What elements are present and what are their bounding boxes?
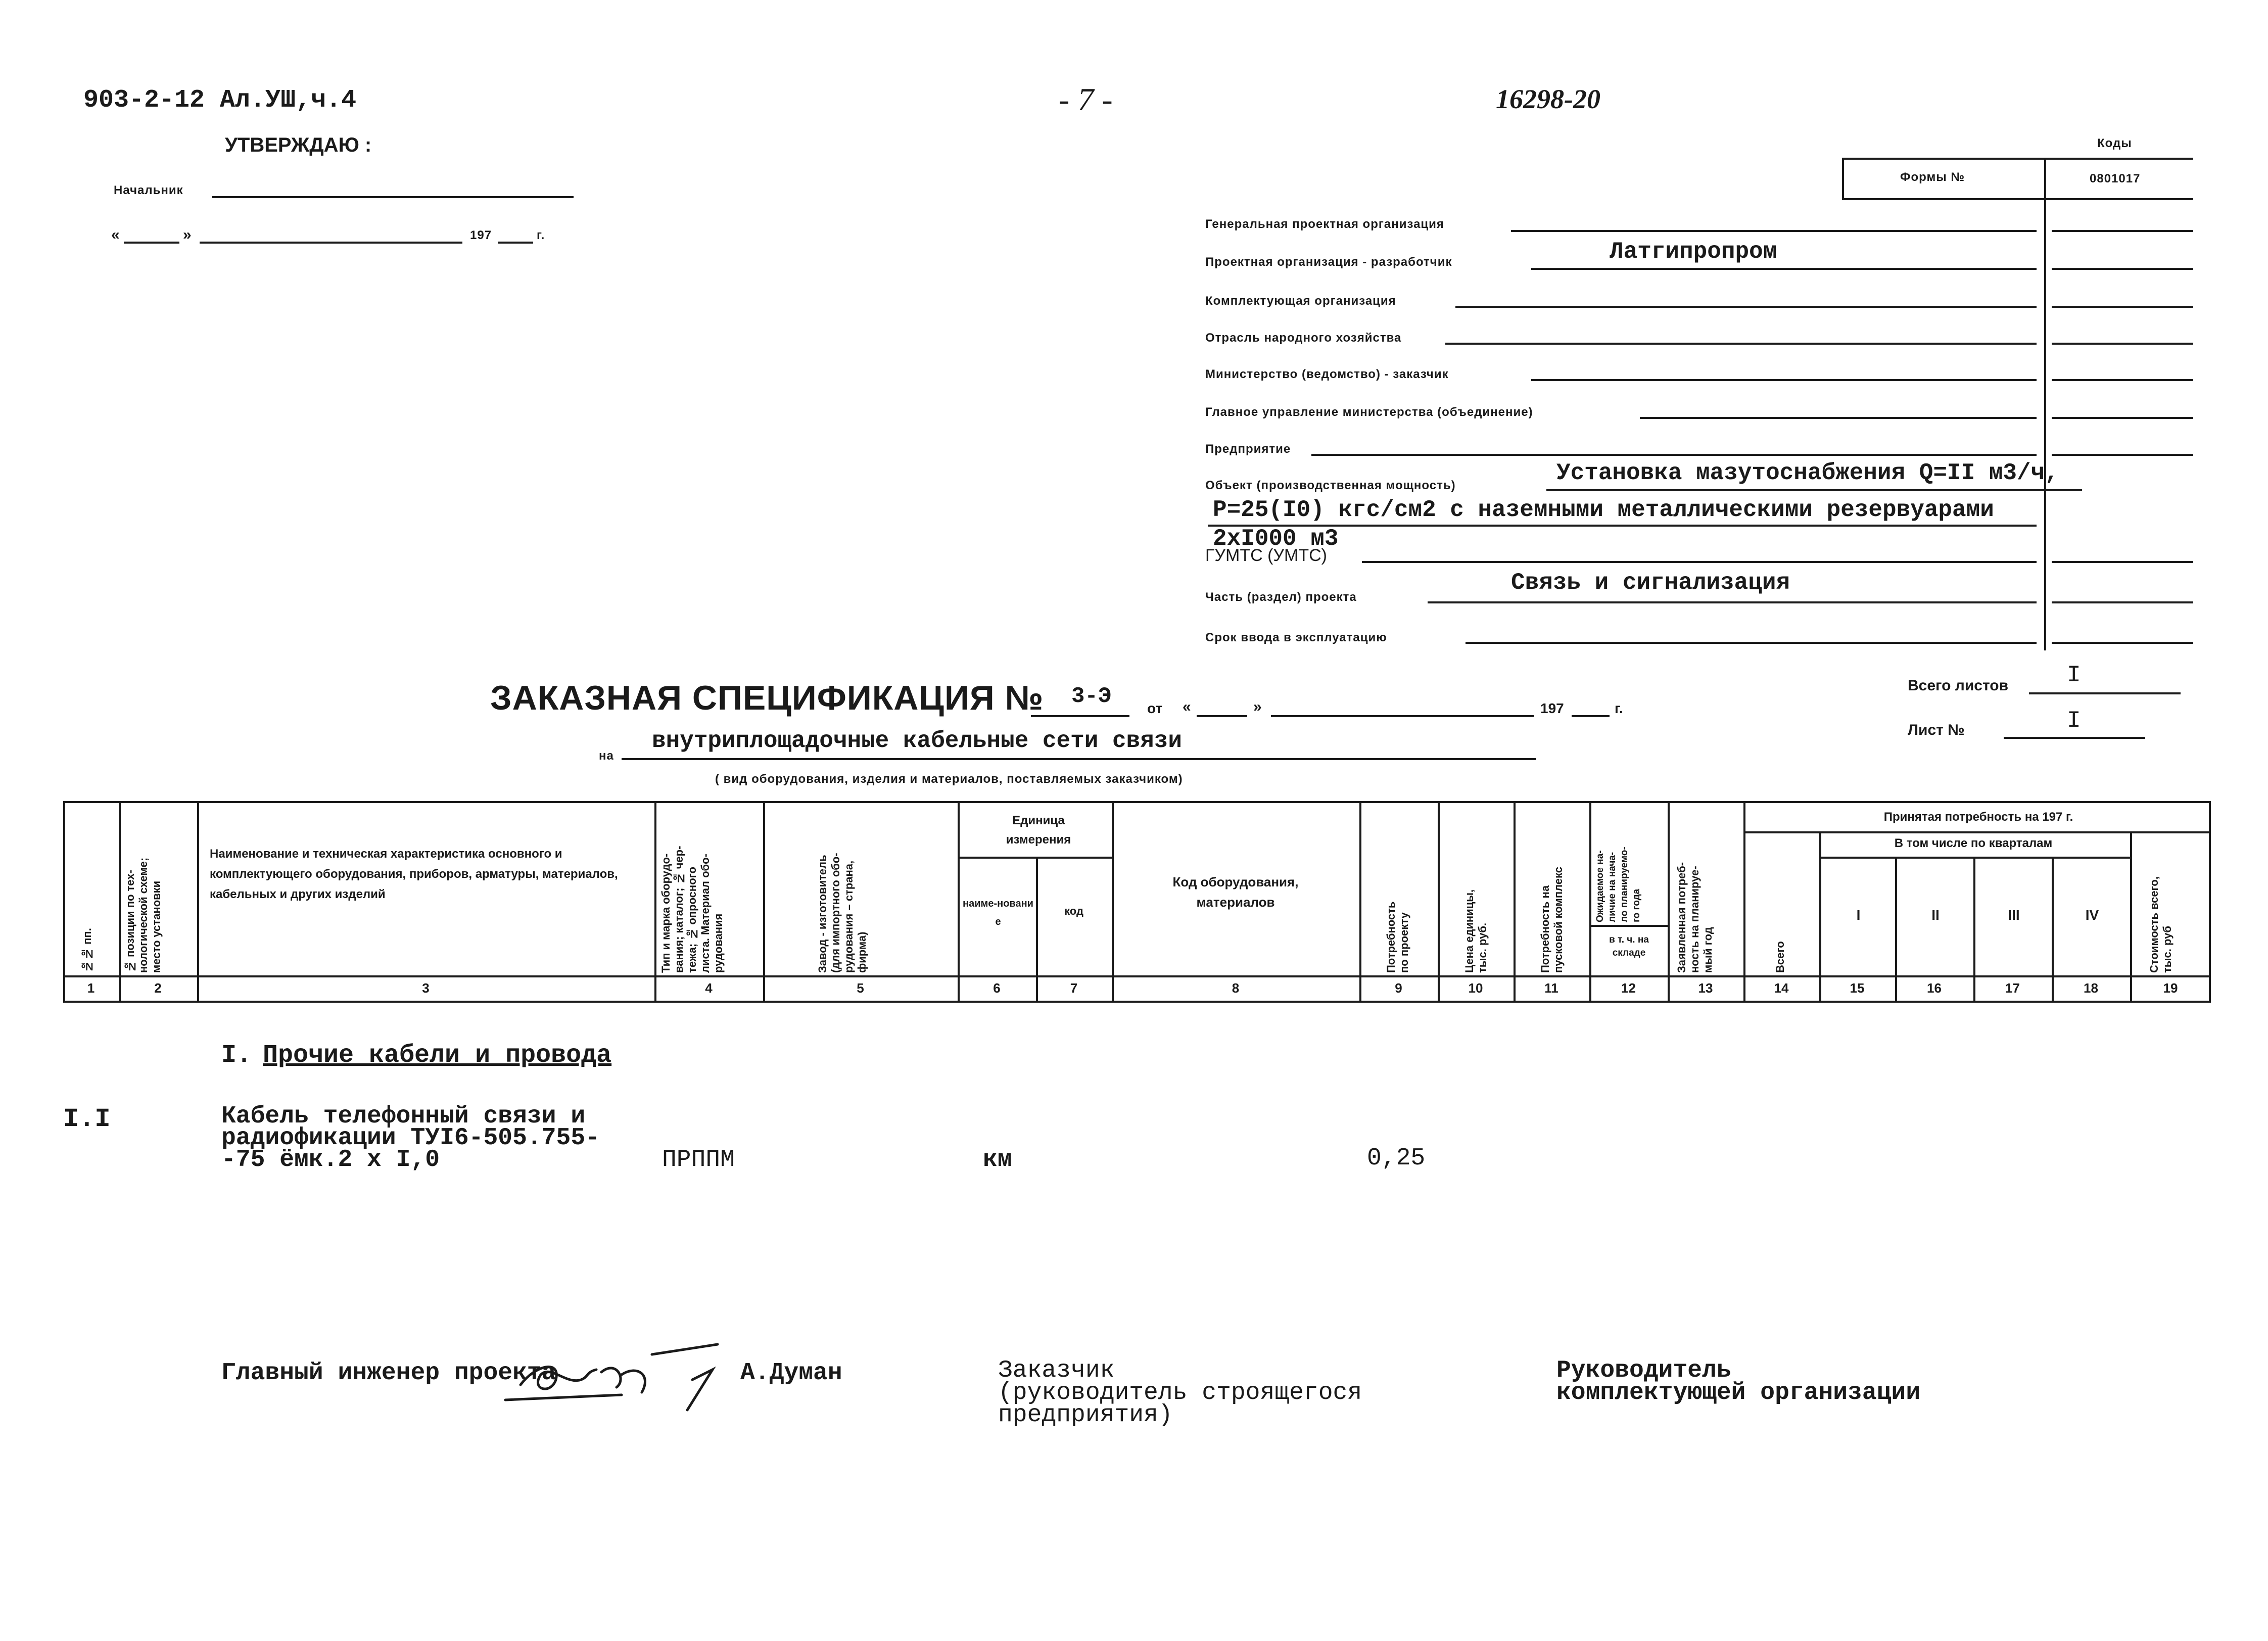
header-c15: I [1856, 907, 1861, 923]
chief-engineer-name: А.Думан [740, 1359, 842, 1387]
table-top-border [63, 801, 2211, 803]
spec-close-quote: » [1253, 698, 1262, 715]
approval-year-suffix: г. [537, 228, 545, 242]
code-cell-1 [2052, 230, 2193, 232]
org-field-line-general [1511, 230, 2037, 232]
gumts-line [1362, 561, 2037, 563]
item-type: ПРППМ [662, 1146, 735, 1174]
col-divider-3 [654, 801, 656, 1003]
sheet-number-value: I [2067, 708, 2081, 734]
code-cell-7 [2052, 454, 2193, 456]
spec-number: 3-Э [1071, 684, 1112, 709]
column-number-16: 16 [1927, 980, 1942, 996]
approval-year-prefix: 197 [470, 228, 492, 242]
column-number-4: 4 [705, 980, 713, 996]
item-name-line-1: Кабель телефонный связи и [221, 1103, 586, 1130]
item-position: I.I [63, 1104, 111, 1134]
form-number-label: Формы № [1900, 170, 1965, 184]
table-header-bottom [63, 975, 2211, 977]
header-c3: Наименование и техническая характеристика основного и комплектующего оборудования, приборов, арматуры, материалов, кабельных и других изделий [210, 847, 618, 901]
code-cell-6 [2052, 417, 2193, 419]
header-c14: Всего [1774, 941, 1786, 973]
column-number-15: 15 [1850, 980, 1865, 996]
section-number: I. [221, 1041, 252, 1070]
object-line-2: P=25(I0) кгс/см2 с наземными металлическими резервуарами [1213, 497, 1994, 523]
spec-title: ЗАКАЗНАЯ СПЕЦИФИКАЦИЯ № [490, 679, 1044, 717]
spec-from-label: от [1147, 700, 1163, 716]
header-c7: код [1064, 905, 1083, 917]
supplier-line-2: комплектующей организации [1556, 1379, 1921, 1406]
column-number-5: 5 [857, 980, 864, 996]
column-number-13: 13 [1698, 980, 1713, 996]
part-line [1428, 601, 2037, 603]
approval-day-line [124, 242, 179, 244]
sheet-number-label: Лист № [1908, 722, 1965, 738]
spec-open-quote: « [1183, 698, 1191, 715]
document-code: 903-2-12 Ал.УШ,ч.4 [83, 86, 357, 115]
col-divider-5 [958, 801, 960, 1003]
col-divider-12 [1668, 801, 1670, 1003]
customer-line-3: предприятия) [998, 1401, 1173, 1429]
header-c18: IV [2085, 907, 2099, 923]
column-number-12: 12 [1621, 980, 1636, 996]
org-field-line-supplier [1455, 306, 2037, 308]
item-name-line-2: радиофикации ТУI6-505.755- [221, 1124, 600, 1152]
header-c5: Завод - изготовитель (для импортного обо- рудования – страна, фирма) [816, 853, 868, 973]
header-c2: № позиции по тех- нологической схеме; место установки [124, 857, 163, 973]
org-field-label-industry: Отрасль народного хозяйства [1205, 331, 1402, 345]
total-sheets-value: I [2067, 662, 2081, 688]
column-number-2: 2 [154, 980, 162, 996]
code-cell-5 [2052, 379, 2193, 381]
col-divider-4 [763, 801, 765, 1003]
object-label: Объект (производственная мощность) [1205, 479, 1456, 492]
spec-year-suffix: г. [1615, 700, 1623, 716]
col-divider-11 [1589, 801, 1591, 1003]
table-bottom-border [63, 1001, 2211, 1003]
signature-scribble [500, 1324, 733, 1415]
header-c9: Потребность по проекту [1385, 901, 1410, 973]
approval-chief-line [212, 196, 574, 198]
sheet-number-line [2004, 737, 2145, 739]
column-number-11: 11 [1544, 980, 1558, 996]
approval-chief-label: Начальник [114, 183, 183, 197]
column-number-18: 18 [2084, 980, 2098, 996]
org-field-line-developer [1531, 268, 2037, 270]
org-field-line-directorate [1640, 417, 2037, 419]
org-field-label-developer: Проектная организация - разработчик [1205, 255, 1452, 269]
total-sheets-line [2029, 692, 2181, 694]
part-value: Связь и сигнализация [1511, 570, 1790, 596]
gumts-label: ГУМТС (УМТС) [1205, 546, 1327, 565]
header-c16: II [1931, 907, 1940, 923]
codes-top-line [1842, 158, 2193, 160]
header-c1: №№ пп. [81, 928, 93, 973]
customer-line-1: Заказчик [998, 1357, 1115, 1384]
codes-title: Коды [2097, 136, 2132, 150]
column-number-1: 1 [87, 980, 95, 996]
org-field-label-enterprise: Предприятие [1205, 442, 1291, 456]
code-cell-4 [2052, 343, 2193, 345]
unit-header-line [958, 857, 1112, 859]
item-name-line-3: -75 ёмк.2 х I,0 [221, 1146, 440, 1174]
org-field-line-industry [1445, 343, 2037, 345]
org-field-label-ministry: Министерство (ведомство) - заказчик [1205, 367, 1449, 381]
approval-date-close-quote: » [183, 226, 192, 243]
spec-table [63, 801, 2211, 1003]
stock-sub-line [1589, 925, 1668, 927]
org-field-label-directorate: Главное управление министерства (объединение) [1205, 405, 1533, 419]
org-field-line-enterprise [1311, 454, 2037, 456]
col-divider-10 [1514, 801, 1516, 1003]
code-cell-2 [2052, 268, 2193, 270]
column-number-6: 6 [993, 980, 1001, 996]
object-underline-1 [1546, 489, 2082, 491]
column-number-17: 17 [2005, 980, 2020, 996]
codes-divider [2044, 158, 2046, 650]
column-number-3: 3 [422, 980, 430, 996]
accepted-header-line [1743, 831, 2211, 833]
column-number-7: 7 [1070, 980, 1078, 996]
chief-engineer-label: Главный инженер проекта [221, 1359, 556, 1387]
commissioning-label: Срок ввода в эксплуатацию [1205, 631, 1387, 644]
header-c11: Потребность на пусковой комплекс [1539, 867, 1565, 973]
codes-left-border [1842, 158, 1844, 198]
spec-subject-caption: ( вид оборудования, изделия и материалов, поставляемых заказчиком) [715, 772, 1183, 786]
header-accepted: Принятая потребность на 197 г. [1883, 810, 2073, 824]
org-field-line-ministry [1531, 379, 2037, 381]
spec-number-line [1031, 715, 1129, 717]
org-field-label-general: Генеральная проектная организация [1205, 217, 1444, 231]
spec-month-line [1271, 715, 1534, 717]
customer-line-2: (руководитель строящегося [998, 1379, 1362, 1406]
spec-year-line [1572, 715, 1610, 717]
org-field-label-supplier: Комплектующая организация [1205, 294, 1396, 308]
form-code: 0801017 [2090, 172, 2141, 185]
column-number-10: 10 [1468, 980, 1483, 996]
header-c10: Цена единицы, тыс. руб. [1463, 889, 1489, 973]
approval-year-line [498, 242, 533, 244]
col-divider-18 [2130, 831, 2132, 1003]
col-divider-1 [119, 801, 121, 1003]
column-number-19: 19 [2163, 980, 2178, 996]
spec-on-label: на [599, 749, 614, 763]
header-c12: Ожидаемое на- личие на нача- ло планируемо- го года [1595, 847, 1642, 922]
approval-title: УТВЕРЖДАЮ : [225, 134, 372, 156]
spec-subject-line [622, 758, 1536, 760]
column-number-9: 9 [1395, 980, 1402, 996]
object-line-1: Установка мазутоснабжения Q=II м3/ч, [1556, 460, 2059, 486]
org-field-value-developer: Латгипропром [1610, 239, 1777, 265]
item-need: 0,25 [1367, 1145, 1426, 1172]
supplier-line-1: Руководитель [1556, 1357, 1731, 1384]
col-divider-2 [197, 801, 199, 1003]
header-c17: III [2008, 907, 2020, 923]
section-title: Прочие кабели и провода [263, 1041, 612, 1070]
quarters-header-line [1819, 857, 2130, 859]
header-quarters: В том числе по кварталам [1894, 836, 2053, 850]
code-cell-9 [2052, 601, 2193, 603]
commissioning-line [1466, 642, 2037, 644]
col-divider-7 [1112, 801, 1114, 1003]
header-c19: Стоимость всего, тыс. руб [2148, 876, 2174, 973]
approval-month-line [200, 242, 462, 244]
object-line-3: 2хI000 м3 [1213, 526, 1339, 552]
spec-day-line [1197, 715, 1247, 717]
code-cell-3 [2052, 306, 2193, 308]
col-divider-9 [1438, 801, 1440, 1003]
code-cell-10 [2052, 642, 2193, 644]
page-number: - 7 - [1059, 81, 1113, 117]
header-unit: Единица измерения [1006, 814, 1071, 847]
column-number-14: 14 [1774, 980, 1789, 996]
approval-date-open-quote: « [111, 226, 120, 243]
header-c8: Код оборудования, материалов [1172, 874, 1299, 910]
header-c6: наиме-нование [963, 898, 1033, 927]
code-cell-8 [2052, 561, 2193, 563]
codes-form-line [1842, 198, 2193, 200]
spec-year-prefix: 197 [1540, 700, 1564, 716]
header-c4: Тип и марка оборудо- вания; каталог; № чер- тежа; № опросного листа. Материал обо- рудования [659, 846, 725, 973]
spec-subject: внутриплощадочные кабельные сети связи [652, 728, 1182, 754]
header-c13: Заявленная потреб- ность на планируе- мый год [1675, 862, 1714, 973]
header-c12-sub: в т. ч. на складе [1609, 934, 1649, 958]
total-sheets-label: Всего листов [1908, 677, 2009, 694]
column-number-8: 8 [1232, 980, 1240, 996]
col-divider-8 [1359, 801, 1361, 1003]
part-label: Часть (раздел) проекта [1205, 590, 1357, 604]
table-left-border [63, 801, 65, 1003]
item-unit: км [983, 1146, 1012, 1174]
inventory-number: 16298-20 [1496, 84, 1600, 114]
